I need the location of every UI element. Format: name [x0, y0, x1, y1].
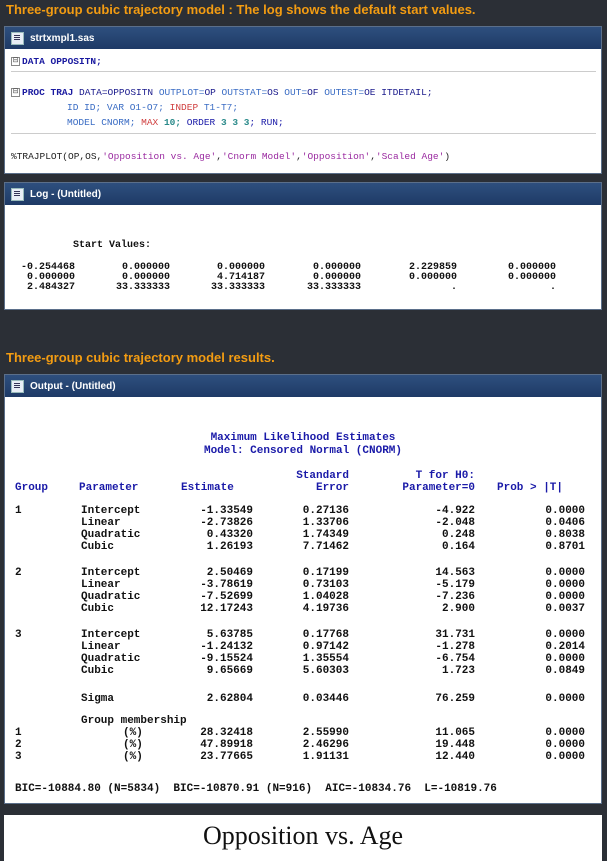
log-value: 2.484327 [26, 282, 75, 293]
col-header-estimate: Estimate [181, 482, 234, 494]
t-value: 76.259 [435, 693, 475, 705]
plot-window [4, 815, 602, 861]
t-value: 1.723 [441, 665, 475, 677]
code-line-id-var[interactable]: ID ID; VAR O1-O7; INDEP T1-T7; [67, 102, 239, 113]
log-value: 0.000000 [408, 272, 457, 283]
log-icon [11, 188, 24, 201]
estimate-value: 28.32418 [200, 727, 253, 739]
t-value: -5.179 [435, 579, 475, 591]
t-value: -7.236 [435, 591, 475, 603]
prob-value: 0.0000 [545, 693, 585, 705]
parameter-name: Intercept [81, 629, 141, 641]
prob-value: 0.8701 [545, 541, 585, 553]
plot-title: Opposition vs. Age [202, 821, 404, 850]
std-error-value: 0.27136 [302, 505, 349, 517]
parameter-name: Quadratic [81, 653, 141, 665]
log-value: . [549, 282, 556, 293]
estimate-value: 47.89918 [200, 739, 253, 751]
estimate-value: -7.52699 [200, 591, 253, 603]
parameter-name: (%) [123, 751, 143, 763]
parameter-name: Cubic [81, 603, 115, 615]
std-error-value: 5.60303 [302, 665, 349, 677]
parameter-name: Intercept [81, 505, 141, 517]
prob-value: 0.0000 [545, 591, 585, 603]
log-value: 33.333333 [306, 282, 361, 293]
log-heading: Start Values: [73, 240, 152, 251]
log-value: 0.000000 [216, 262, 265, 273]
t-value: -4.922 [435, 505, 475, 517]
parameter-name: Sigma [81, 693, 115, 705]
group-number: 1 [15, 727, 22, 739]
col-header-t-bottom: Parameter=0 [402, 482, 475, 494]
prob-value: 0.8038 [545, 529, 585, 541]
prob-value: 0.0000 [545, 505, 585, 517]
prob-value: 0.0000 [545, 629, 585, 641]
std-error-value: 0.17199 [302, 567, 349, 579]
prob-value: 0.0406 [545, 517, 585, 529]
log-value: 0.000000 [312, 262, 361, 273]
t-value: 0.164 [441, 541, 475, 553]
t-value: 19.448 [435, 739, 475, 751]
std-error-value: 7.71462 [302, 541, 349, 553]
t-value: -6.754 [435, 653, 475, 665]
col-header-prob: Prob > |T| [497, 482, 564, 494]
prob-value: 0.0000 [545, 567, 585, 579]
code-divider [11, 71, 596, 72]
estimate-value: -9.15524 [200, 653, 253, 665]
log-value: 0.000000 [121, 262, 170, 273]
estimate-value: -1.33549 [200, 505, 253, 517]
col-header-parameter: Parameter [79, 482, 139, 494]
editor-titlebar[interactable] [5, 27, 601, 49]
prob-value: 0.0000 [545, 739, 585, 751]
group-number: 2 [15, 567, 22, 579]
log-value: 33.333333 [115, 282, 170, 293]
std-error-value: 0.73103 [302, 579, 349, 591]
col-header-se-top: Standard [296, 470, 349, 482]
section-title-results: Three-group cubic trajectory model results. [6, 350, 275, 365]
prob-value: 0.0000 [545, 579, 585, 591]
group-number: 3 [15, 629, 22, 641]
col-header-group: Group [15, 482, 49, 494]
parameter-name: Linear [81, 579, 121, 591]
estimate-value: -1.24132 [200, 641, 253, 653]
std-error-value: 1.35554 [302, 653, 349, 665]
col-header-t-top: T for H0: [415, 470, 475, 482]
program-editor-window[interactable] [4, 26, 602, 174]
output-heading-1: Maximum Likelihood Estimates [210, 432, 396, 444]
std-error-value: 1.91131 [302, 751, 349, 763]
parameter-name: (%) [123, 727, 143, 739]
estimate-value: 12.17243 [200, 603, 253, 615]
std-error-value: 0.03446 [302, 693, 349, 705]
estimate-value: 23.77665 [200, 751, 253, 763]
prob-value: 0.0000 [545, 751, 585, 763]
log-window[interactable] [4, 182, 602, 310]
t-value: 11.065 [435, 727, 475, 739]
log-value: 0.000000 [26, 272, 75, 283]
log-value: 0.000000 [507, 262, 556, 273]
output-title: Output - (Untitled) [30, 380, 116, 392]
collapse-toggle-icon[interactable]: ⊟ [12, 87, 19, 96]
estimate-value: 2.62804 [206, 693, 253, 705]
log-titlebar[interactable] [5, 183, 601, 205]
std-error-value: 1.33706 [302, 517, 349, 529]
prob-value: 0.0849 [545, 665, 585, 677]
output-heading-2: Model: Censored Normal (CNORM) [203, 445, 403, 457]
output-icon [11, 380, 24, 393]
parameter-name: Quadratic [81, 529, 141, 541]
col-header-se-bottom: Error [315, 482, 349, 494]
estimate-value: 1.26193 [206, 541, 253, 553]
parameter-name: Intercept [81, 567, 141, 579]
log-value: -0.254468 [20, 262, 75, 273]
group-number: 3 [15, 751, 22, 763]
section-title-start-values: Three-group cubic trajectory model : The log shows the default start values. [6, 2, 476, 17]
parameter-name: Linear [81, 517, 121, 529]
code-line-proc-traj[interactable]: ⊟ PROC TRAJ DATA=OPPOSITN OUTPLOT=OP OUTSTAT=OS OUT=OF OUTEST=OE ITDETAIL; [12, 87, 433, 98]
editor-title: strtxmpl1.sas [30, 32, 95, 44]
t-value: -1.278 [435, 641, 475, 653]
parameter-name: Cubic [81, 665, 115, 677]
membership-label: Group membership [81, 715, 187, 727]
std-error-value: 0.17768 [302, 629, 349, 641]
estimate-value: 9.65669 [206, 665, 253, 677]
code-line-model[interactable]: MODEL CNORM; MAX 10; ORDER 3 3 3; RUN; [67, 117, 284, 128]
output-window[interactable] [4, 374, 602, 804]
parameter-name: Cubic [81, 541, 115, 553]
parameter-name: (%) [123, 739, 143, 751]
log-title: Log - (Untitled) [30, 188, 102, 200]
std-error-value: 1.74349 [302, 529, 349, 541]
estimate-value: -3.78619 [200, 579, 253, 591]
log-value: 0.000000 [507, 272, 556, 283]
log-value: 0.000000 [121, 272, 170, 283]
parameter-name: Quadratic [81, 591, 141, 603]
log-value: 33.333333 [210, 282, 265, 293]
t-value: 12.440 [435, 751, 475, 763]
code-divider [11, 133, 596, 134]
std-error-value: 2.46296 [302, 739, 349, 751]
estimate-value: -2.73826 [200, 517, 253, 529]
t-value: -2.048 [435, 517, 475, 529]
log-value: 2.229859 [408, 262, 457, 273]
t-value: 2.900 [441, 603, 475, 615]
parameter-name: Linear [81, 641, 121, 653]
code-line-trajplot[interactable]: %TRAJPLOT(OP,OS,'Opposition vs. Age','Cnorm Model','Opposition','Scaled Age') [11, 151, 451, 162]
log-value: 0.000000 [312, 272, 361, 283]
std-error-value: 0.97142 [302, 641, 349, 653]
t-value: 0.248 [441, 529, 475, 541]
log-value: 4.714187 [216, 272, 265, 283]
t-value: 31.731 [435, 629, 475, 641]
output-titlebar[interactable] [5, 375, 601, 397]
std-error-value: 2.55990 [302, 727, 349, 739]
estimate-value: 2.50469 [206, 567, 253, 579]
std-error-value: 4.19736 [302, 603, 349, 615]
group-number: 2 [15, 739, 22, 751]
estimate-value: 5.63785 [206, 629, 253, 641]
std-error-value: 1.04028 [302, 591, 349, 603]
code-line-data[interactable]: ⊟ DATA OPPOSITN; [12, 56, 102, 67]
log-value: . [450, 282, 457, 293]
sas-program-icon [11, 32, 24, 45]
group-number: 1 [15, 505, 22, 517]
prob-value: 0.2014 [545, 641, 585, 653]
prob-value: 0.0037 [545, 603, 585, 615]
fit-statistics-footer: BIC=-10884.80 (N=5834) BIC=-10870.91 (N=916) AIC=-10834.76 L=-10819.76 [15, 783, 497, 795]
estimate-value: 0.43320 [206, 529, 253, 541]
t-value: 14.563 [435, 567, 475, 579]
prob-value: 0.0000 [545, 727, 585, 739]
prob-value: 0.0000 [545, 653, 585, 665]
collapse-toggle-icon[interactable]: ⊟ [12, 56, 19, 65]
